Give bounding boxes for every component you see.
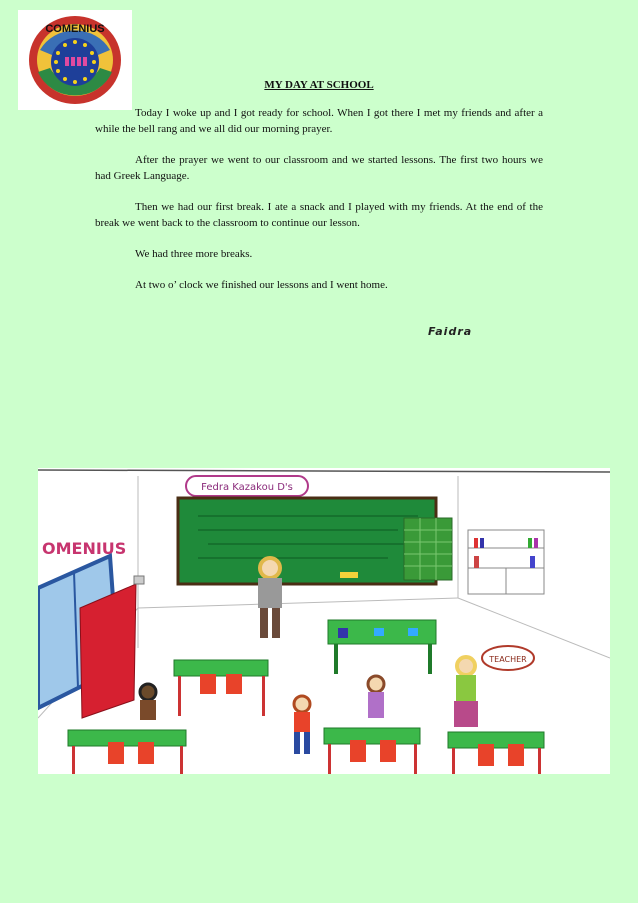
student-desk bbox=[448, 732, 544, 774]
paragraph: We had three more breaks. bbox=[135, 248, 253, 260]
second-teacher-figure bbox=[454, 657, 478, 727]
teacher-figure bbox=[258, 558, 282, 638]
name-banner-text: Fedra Kazakou D's bbox=[201, 482, 293, 493]
student-desk bbox=[324, 728, 420, 774]
speech-bubble-text: TEACHER bbox=[489, 655, 527, 664]
paragraph: After the prayer we went to our classroom and we started lessons. The first two hours we had Greek Language. bbox=[95, 154, 543, 182]
student-figure bbox=[368, 676, 384, 718]
notice-board bbox=[404, 518, 452, 580]
essay-body bbox=[95, 105, 543, 308]
page-title: MY DAY AT SCHOOL bbox=[264, 79, 374, 91]
student-figure bbox=[294, 696, 310, 754]
paragraph: Then we had our first break. I ate a snack and I played with my friends. At the end of the break we went back to the classroom to continue our lesson. bbox=[95, 201, 543, 229]
comenius-logo bbox=[18, 10, 132, 110]
paragraph: Today I woke up and I got ready for school. When I got there I met my friends and after a while the bell rang and we all did our morning prayer. bbox=[95, 107, 543, 135]
logo-text: COMENIUS bbox=[45, 23, 105, 35]
student-desk bbox=[68, 730, 186, 774]
door bbox=[80, 584, 136, 718]
classroom-drawing bbox=[38, 468, 610, 774]
wall-text: OMENIUS bbox=[42, 539, 127, 558]
student-desk bbox=[174, 660, 268, 716]
author-signature: Faidra bbox=[428, 325, 473, 338]
blackboard bbox=[178, 498, 436, 584]
paragraph: At two o’ clock we finished our lessons and I went home. bbox=[135, 279, 388, 291]
student-figure bbox=[140, 684, 156, 720]
